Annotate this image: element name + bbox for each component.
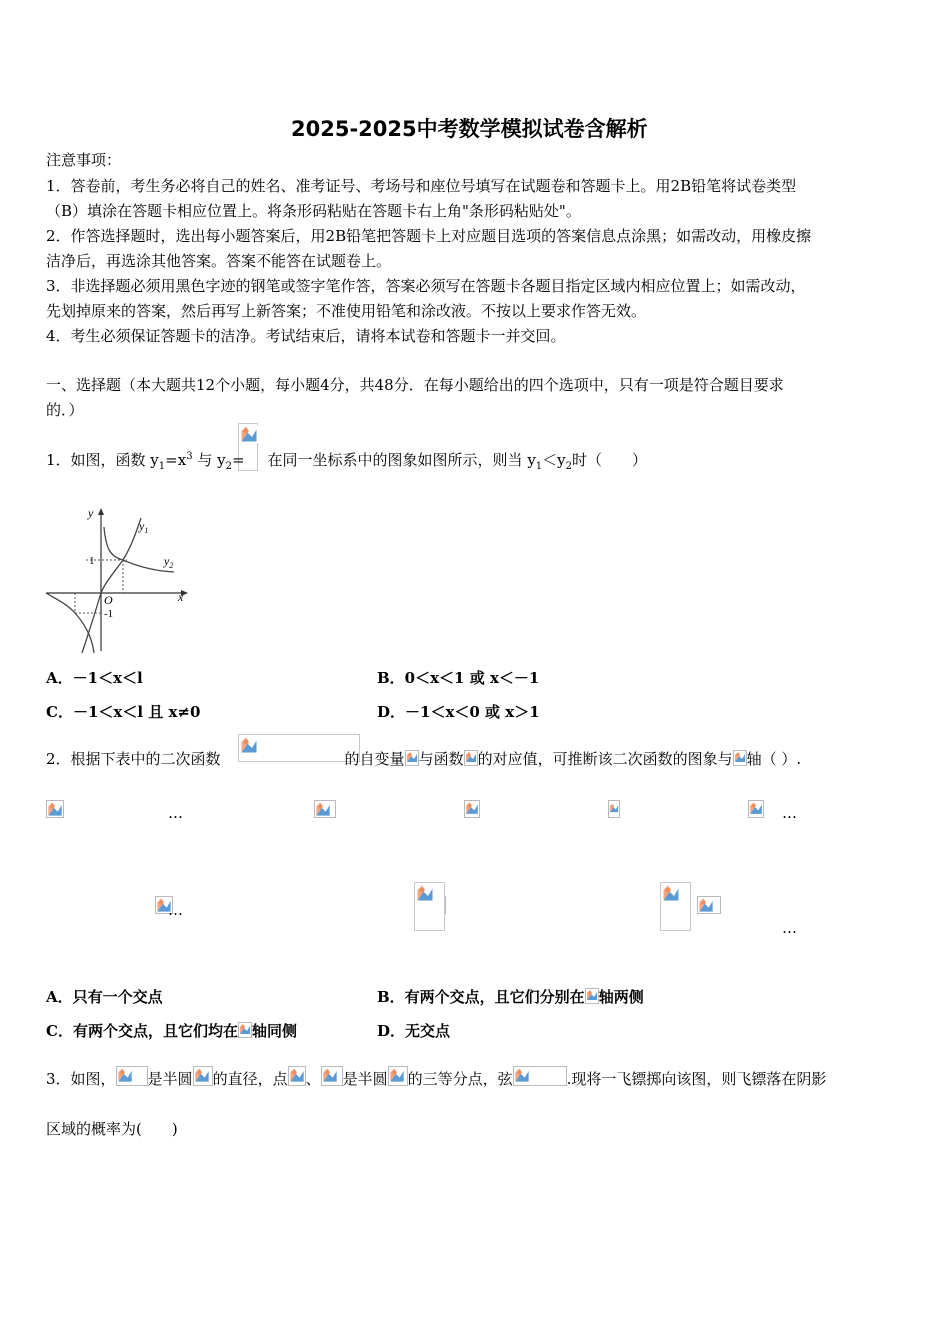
broken-image-icon — [321, 1066, 343, 1086]
broken-image-icon — [238, 1022, 252, 1038]
q1-option-a[interactable]: A．－1＜x＜l — [46, 669, 143, 687]
broken-image-icon — [388, 1066, 408, 1086]
table-cell-image — [748, 800, 764, 818]
q1-option-c[interactable]: C．－1＜x＜l 且 x≠0 — [46, 703, 201, 721]
curve-label-y1: $y_1$ — [139, 519, 149, 535]
notice-line: 1．答卷前，考生务必将自己的姓名、准考证号、考场号和座位号填写在试题卷和答题卡上。用2B铅笔将试卷类型 — [46, 177, 797, 195]
tick-label-neg1: -1 — [104, 608, 114, 620]
table-cell-image — [697, 896, 721, 914]
broken-image-icon — [288, 1066, 306, 1086]
table-cell-image — [464, 800, 480, 818]
broken-image-icon — [405, 750, 419, 766]
origin-label: O — [104, 593, 113, 607]
tick-label-1: 1 — [89, 555, 95, 567]
broken-image-icon — [464, 750, 478, 766]
broken-image-icon — [116, 1066, 148, 1086]
function-graph — [44, 505, 192, 655]
curve-label-y2: $y_2$ — [164, 554, 174, 570]
question-3-stem-cont: 区域的概率为( ) — [46, 1120, 178, 1138]
table-ellipsis: … — [168, 901, 183, 919]
notice-line: 先划掉原来的答案，然后再写上新答案；不准使用铅笔和涂改液。不按以上要求作答无效。 — [46, 302, 647, 320]
notice-line: 洁净后，再选涂其他答案。答案不能答在试题卷上。 — [46, 252, 392, 270]
notice-heading: 注意事项： — [46, 151, 122, 169]
question-3-stem: 3．如图， 是半圆 的直径，点 、 是半圆 的三等分点，弦 .现将一飞镖掷向该图，则飞镖落在阴影 — [46, 1066, 826, 1092]
table-cell-image — [660, 882, 691, 931]
table-cell-image — [414, 882, 445, 931]
table-cell-image — [314, 800, 336, 818]
notice-line: 2．作答选择题时，选出每小题答案后，用2B铅笔把答题卡上对应题目选项的答案信息点涂黑；如需改动，用橡皮擦 — [46, 227, 812, 245]
notice-line: 3．非选择题必须用黑色字迹的钢笔或签字笔作答，答案必须写在答题卡各题目指定区域内相应位置上；如需改动， — [46, 277, 806, 295]
section-heading: 一、选择题（本大题共12个小题，每小题4分，共48分．在每小题给出的四个选项中，只有一项是符合题目要求 — [46, 376, 784, 394]
page-title: 2025-2025中考数学模拟试卷含解析 — [291, 117, 648, 141]
q1-option-d[interactable]: D．－1＜x＜0 或 x＞1 — [377, 703, 540, 721]
broken-image-icon — [193, 1066, 213, 1086]
notice-line: 4．考生必须保证答题卡的洁净。考试结束后，请将本试卷和答题卡一并交回。 — [46, 327, 566, 345]
q1-option-b[interactable]: B．0＜x＜1 或 x＜－1 — [377, 669, 540, 687]
table-ellipsis: … — [782, 804, 797, 822]
broken-image-icon — [585, 988, 599, 1004]
table-ellipsis: … — [782, 919, 797, 937]
table-ellipsis: … — [168, 804, 183, 822]
q2-option-b[interactable]: B．有两个交点，且它们分别在 轴两侧 — [377, 988, 644, 1006]
q2-option-d[interactable]: D．无交点 — [377, 1022, 451, 1040]
table-cell-image — [608, 800, 620, 818]
q2-option-c[interactable]: C．有两个交点，且它们均在 轴同侧 — [46, 1022, 297, 1040]
axis-label-y: y — [88, 506, 94, 520]
q2-option-a[interactable]: A．只有一个交点 — [46, 988, 163, 1006]
axis-label-x: x — [178, 590, 184, 604]
section-heading-cont: 的．） — [46, 401, 84, 419]
broken-image-icon — [513, 1066, 567, 1086]
notice-line: （B）填涂在答题卡相应位置上。将条形码粘贴在答题卡右上角"条形码粘贴处"。 — [46, 202, 581, 220]
table-cell-image — [46, 800, 64, 818]
question-1-stem: 1．如图，函数 $y_1=x^3$ 与 $y_2=$ 在同一坐标系中的图象如图所示，则当 $y_1<y_2$时（ ） — [46, 451, 648, 472]
broken-image-icon — [733, 750, 747, 766]
question-2-stem: 2．根据下表中的二次函数 的自变量 与函数 的对应值，可推断该二次函数的图象与 轴（ ）. — [46, 750, 802, 768]
